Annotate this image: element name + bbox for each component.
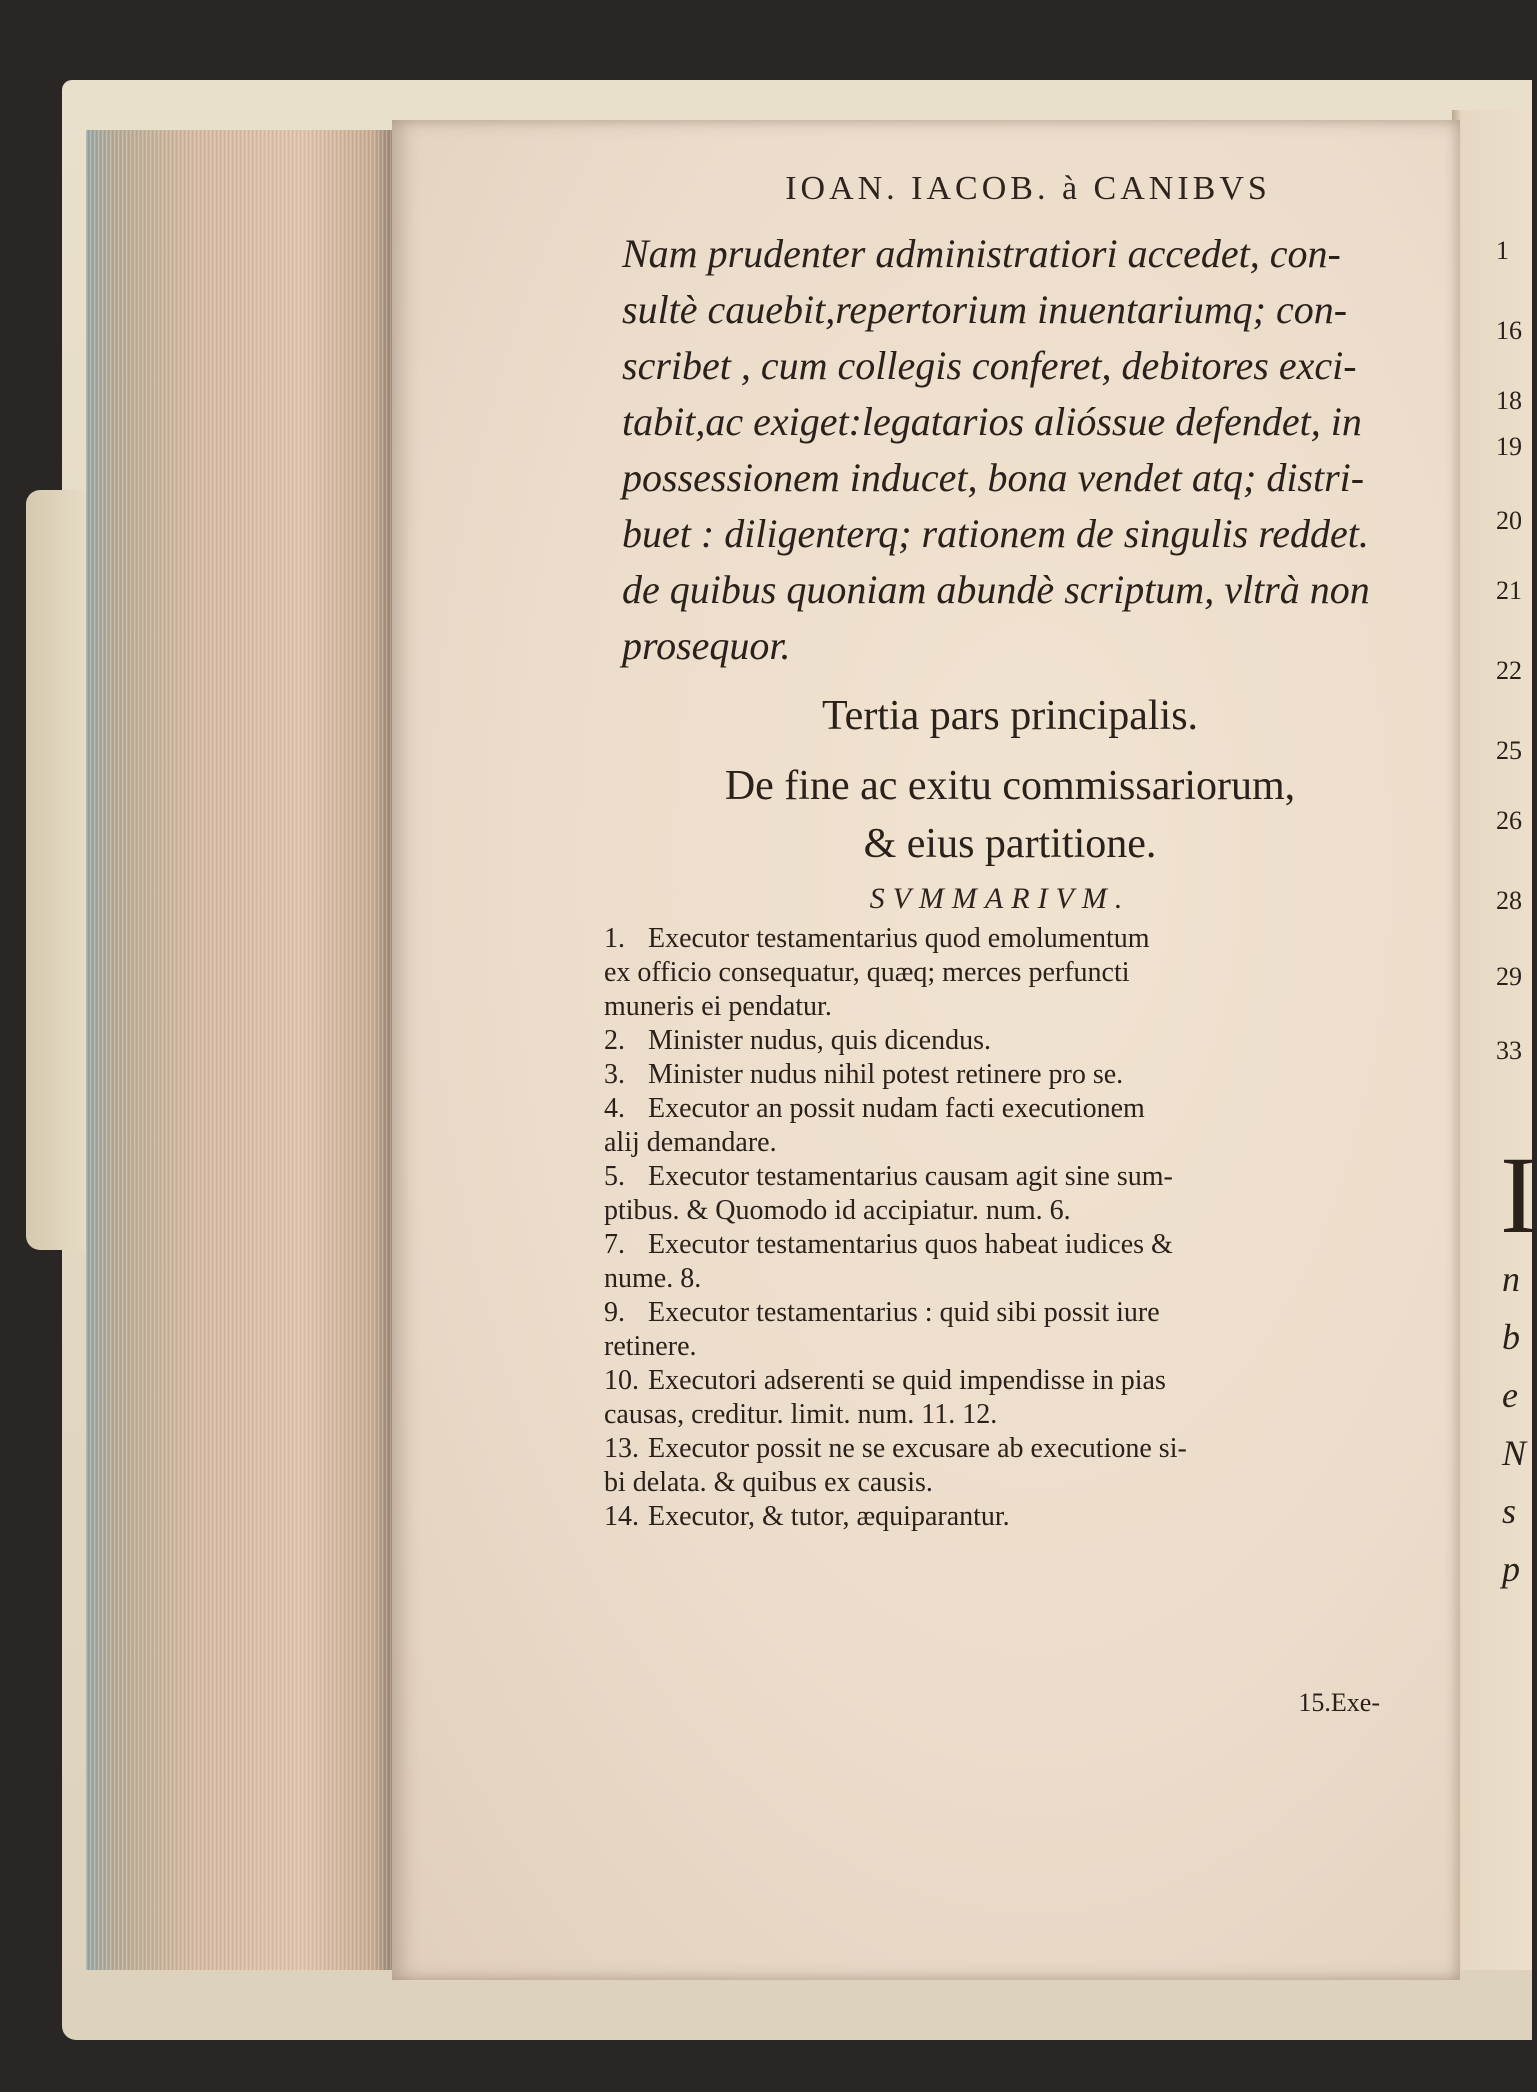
- facing-line-start: p: [1502, 1549, 1520, 1589]
- item-line: Executor, & tutor, æquiparantur.: [648, 1501, 1010, 1532]
- italic-paragraph: [622, 226, 1402, 674]
- summary-item: [604, 1228, 1384, 1296]
- item-number: 9.: [604, 1297, 625, 1328]
- section-title-partition: & eius partitione.: [863, 821, 1157, 867]
- summary-item: [604, 1058, 1384, 1092]
- facing-line-start: N: [1502, 1433, 1527, 1473]
- facing-line-start: e: [1502, 1375, 1518, 1415]
- page-edges: [86, 130, 400, 1970]
- item-line: Executor possit ne se excusare ab executione si-: [648, 1433, 1187, 1464]
- italic-line: tabit,ac exiget:legatarios alióssue defendet, in: [622, 399, 1362, 444]
- item-line: Executor testamentarius causam agit sine sum-: [648, 1161, 1173, 1192]
- margin-number: 18: [1496, 386, 1522, 415]
- facing-line-start: s: [1502, 1491, 1517, 1531]
- item-line: Executori adserenti se quid impendisse in pias: [648, 1365, 1166, 1396]
- italic-line: prosequor.: [622, 623, 791, 668]
- item-line: nume. 8.: [604, 1263, 702, 1294]
- italic-line: Nam prudenter administratiori accedet, con-: [622, 231, 1341, 276]
- item-line: Minister nudus nihil potest retinere pro se.: [648, 1059, 1124, 1090]
- italic-line: scribet , cum collegis conferet, debitores exci-: [622, 343, 1357, 388]
- italic-line: buet : diligenterq; rationem de singulis reddet.: [622, 511, 1369, 556]
- item-line: bi delata. & quibus ex causis.: [604, 1467, 933, 1498]
- margin-number: 1: [1496, 236, 1509, 265]
- italic-line: sultè cauebit,repertorium inuentariumq; con-: [622, 287, 1348, 332]
- margin-number: 29: [1496, 962, 1522, 991]
- item-line: ex officio consequatur, quæq; merces perfuncti: [604, 957, 1130, 988]
- margin-number: 26: [1496, 806, 1522, 835]
- summary-item: [604, 1024, 1384, 1058]
- summary-item: [604, 922, 1384, 1024]
- item-line: ptibus. & Quomodo id accipiatur. num. 6.: [604, 1195, 1071, 1226]
- running-head: IOAN. IACOB. à CANIBVS: [785, 170, 1271, 207]
- item-line: Executor an possit nudam facti executionem: [648, 1093, 1145, 1124]
- summary-item: [604, 1500, 1384, 1534]
- summary-item: [604, 1296, 1384, 1364]
- item-line: muneris ei pendatur.: [604, 991, 832, 1022]
- summary-item: [604, 1092, 1384, 1160]
- margin-number: 16: [1496, 316, 1522, 345]
- item-number: 3.: [604, 1059, 625, 1090]
- facing-line-start: b: [1502, 1317, 1520, 1357]
- item-line: causas, creditur. limit. num. 11. 12.: [604, 1399, 998, 1430]
- item-number: 14.: [604, 1501, 639, 1532]
- summary-item: [604, 1432, 1384, 1500]
- catchword: 15.Exe-: [1298, 1688, 1380, 1717]
- item-line: retinere.: [604, 1331, 697, 1362]
- summary-list: [604, 922, 1384, 1534]
- facing-line-start: n: [1502, 1259, 1520, 1299]
- summarium-heading: SVMMARIVM.: [869, 882, 1131, 915]
- item-number: 5.: [604, 1161, 625, 1192]
- item-line: Executor testamentarius quod emolumentum: [648, 923, 1150, 954]
- margin-number: 20: [1496, 506, 1522, 535]
- item-line: alij demandare.: [604, 1127, 777, 1158]
- summary-item: [604, 1364, 1384, 1432]
- item-line: Executor testamentarius : quid sibi possit iure: [648, 1297, 1160, 1328]
- item-line: Executor testamentarius quos habeat iudices &: [648, 1229, 1173, 1260]
- item-number: 7.: [604, 1229, 625, 1260]
- summary-item: [604, 1160, 1384, 1228]
- item-number: 1.: [604, 923, 625, 954]
- section-title-part: Tertia pars principalis.: [821, 693, 1199, 739]
- item-number: 13.: [604, 1433, 639, 1464]
- margin-number: 25: [1496, 736, 1522, 765]
- cover-flap: [26, 490, 86, 1250]
- item-number: 4.: [604, 1093, 625, 1124]
- margin-number: 19: [1496, 432, 1522, 461]
- item-line: Minister nudus, quis dicendus.: [648, 1025, 991, 1056]
- italic-line: de quibus quoniam abundè scriptum, vltrà non: [622, 567, 1370, 612]
- margin-number: 22: [1496, 656, 1522, 685]
- item-number: 2.: [604, 1025, 625, 1056]
- facing-initial: I: [1500, 1134, 1537, 1256]
- italic-line: possessionem inducet, bona vendet atq; distri-: [622, 455, 1365, 500]
- margin-number: 33: [1496, 1036, 1522, 1065]
- margin-number: 21: [1496, 576, 1522, 605]
- section-title-subject: De fine ac exitu commissariorum,: [724, 763, 1296, 809]
- item-number: 10.: [604, 1365, 639, 1396]
- margin-number: 28: [1496, 886, 1522, 915]
